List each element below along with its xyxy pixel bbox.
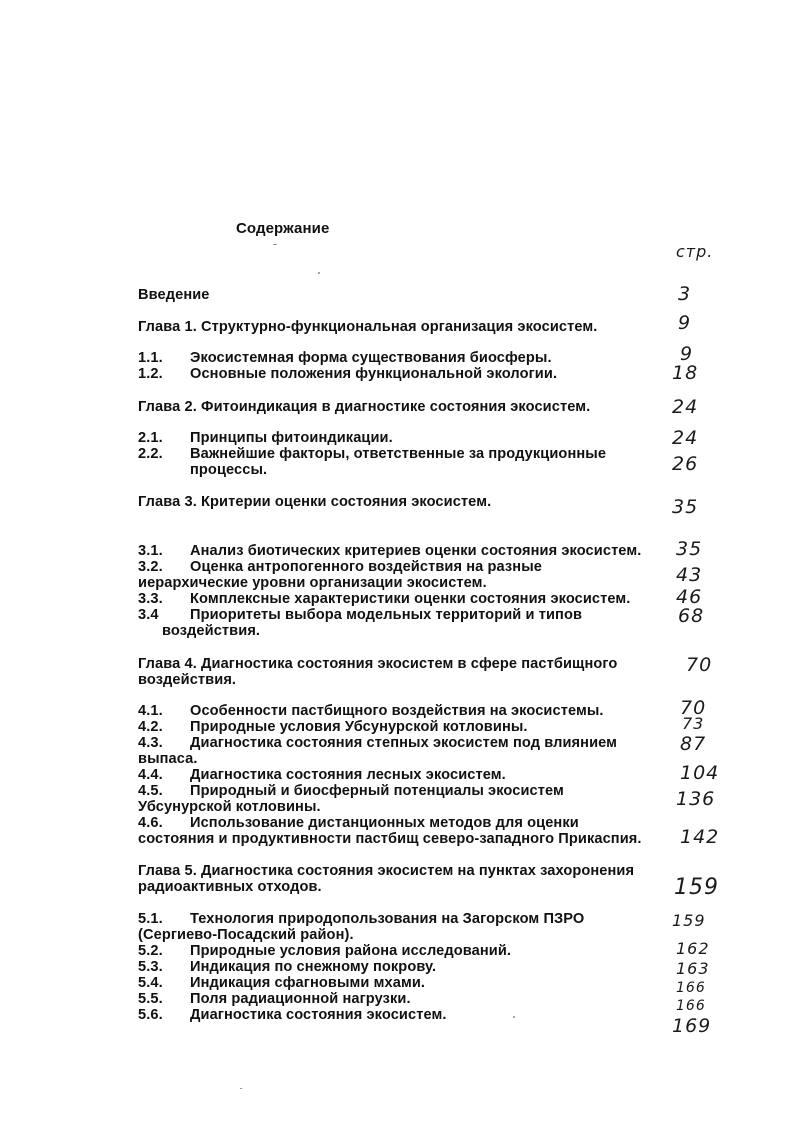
scan-speck (273, 244, 277, 245)
toc-page-chapter-5: 159 (674, 875, 719, 900)
toc-page: 70 (680, 697, 707, 719)
toc-entry (138, 607, 582, 623)
toc-entry-text: Диагностика состояния степных экосистем под влиянием (190, 735, 618, 751)
toc-page: 166 (676, 980, 706, 996)
scan-speck (513, 1016, 515, 1018)
toc-entry-text: Природный и биосферный потенциалы экосистем (190, 783, 564, 799)
toc-entry (138, 543, 641, 559)
toc-entry (138, 767, 506, 783)
toc-entry-text: Важнейшие факторы, ответственные за продукционные (190, 446, 607, 462)
toc-entry-continuation: состояния и продуктивности пастбищ северо-западного Прикаспия. (138, 831, 642, 847)
toc-page: 142 (680, 826, 720, 848)
toc-entry-text: Диагностика состояния лесных экосистем. (190, 767, 506, 783)
toc-entry (138, 783, 564, 799)
toc-entry-number: 5.6. (138, 1007, 163, 1023)
toc-entry-number: 3.4 (138, 607, 159, 623)
toc-entry-text: Оценка антропогенного воздействия на разные (190, 559, 542, 575)
toc-chapter-4-continuation: воздействия. (138, 672, 237, 688)
toc-entry-continuation: (Сергиево-Посадский район). (138, 927, 354, 943)
toc-entry-number: 5.2. (138, 943, 163, 959)
toc-entry (138, 1007, 447, 1023)
toc-entry (138, 959, 436, 975)
scan-speck (240, 1088, 242, 1089)
toc-entry (138, 366, 557, 382)
toc-page: 35 (676, 538, 703, 560)
toc-entry (138, 975, 425, 991)
toc-page: 169 (672, 1015, 712, 1037)
toc-page: 159 (672, 911, 706, 930)
toc-chapter-3: Глава 3. Критерии оценки состояния экосистем. (138, 494, 492, 510)
toc-entry-number: 3.3. (138, 591, 163, 607)
toc-entry-text: Природные условия Убсунурской котловины. (190, 719, 528, 735)
toc-entry (138, 991, 411, 1007)
toc-entry (138, 943, 511, 959)
toc-entry (138, 430, 393, 446)
toc-entry-number: 4.3. (138, 735, 163, 751)
page-column-label: стр. (676, 242, 714, 261)
toc-page: 18 (672, 362, 699, 384)
toc-entry-text: Использование дистанционных методов для оценки (190, 815, 579, 831)
toc-entry-continuation: процессы. (190, 462, 268, 478)
toc-entry-text: Экосистемная форма существования биосферы. (190, 350, 552, 366)
toc-entry-number: 2.2. (138, 446, 163, 462)
toc-page-chapter-2: 24 (672, 396, 699, 418)
toc-entry-continuation: иерархические уровни организации экосистем. (138, 575, 487, 591)
toc-chapter-5: Глава 5. Диагностика состояния экосистем на пунктах захоронения (138, 863, 635, 879)
toc-page: 87 (680, 733, 707, 755)
toc-entry (138, 559, 542, 575)
toc-entry-text: Анализ биотических критериев оценки состояния экосистем. (190, 543, 642, 559)
toc-entry-number: 4.1. (138, 703, 163, 719)
toc-entry-number: 5.5. (138, 991, 163, 1007)
toc-page: 162 (676, 939, 710, 958)
toc-page: 68 (678, 605, 705, 627)
toc-page: 163 (676, 959, 710, 978)
toc-entry-number: 5.1. (138, 911, 163, 927)
toc-page-intro: 3 (678, 283, 692, 305)
toc-page: 9 (680, 343, 694, 365)
toc-entry-number: 4.4. (138, 767, 163, 783)
page-title: Содержание (236, 220, 330, 237)
toc-page-chapter-3: 35 (672, 496, 699, 518)
toc-entry (138, 911, 584, 927)
toc-entry-number: 2.1. (138, 430, 163, 446)
toc-entry (138, 446, 606, 462)
toc-entry-text: Основные положения функциональной экологии. (190, 366, 558, 382)
toc-entry-number: 4.2. (138, 719, 163, 735)
toc-chapter-1: Глава 1. Структурно-функциональная организация экосистем. (138, 319, 598, 335)
toc-page-chapter-4: 70 (686, 654, 713, 676)
toc-entry (138, 703, 604, 719)
toc-chapter-4: Глава 4. Диагностика состояния экосистем в сфере пастбищного (138, 656, 618, 672)
toc-page: 104 (680, 762, 720, 784)
toc-entry-number: 1.2. (138, 366, 163, 382)
toc-page: 43 (676, 564, 703, 586)
toc-entry (138, 735, 617, 751)
toc-entry-text: Особенности пастбищного воздействия на экосистемы. (190, 703, 604, 719)
toc-entry-intro: Введение (138, 287, 210, 303)
toc-chapter-2: Глава 2. Фитоиндикация в диагностике состояния экосистем. (138, 399, 591, 415)
toc-entry-text: Технология природопользования на Загорском ПЗРО (190, 911, 585, 927)
toc-entry-text: Комплексные характеристики оценки состояния экосистем. (190, 591, 631, 607)
toc-entry-text: Поля радиационной нагрузки. (190, 991, 411, 1007)
toc-entry-text: Индикация сфагновыми мхами. (190, 975, 426, 991)
toc-entry-text: Принципы фитоиндикации. (190, 430, 393, 446)
toc-entry-number: 3.2. (138, 559, 163, 575)
toc-entry-text: Индикация по снежному покрову. (190, 959, 437, 975)
toc-entry-continuation: выпаса. (138, 751, 198, 767)
toc-page: 24 (672, 427, 699, 449)
toc-page-chapter-1: 9 (678, 312, 692, 334)
toc-entry-text: Приоритеты выбора модельных территорий и типов (190, 607, 583, 623)
toc-entry (138, 350, 552, 366)
toc-page: 73 (682, 714, 705, 733)
toc-entry-number: 5.3. (138, 959, 163, 975)
toc-entry-number: 4.6. (138, 815, 163, 831)
toc-entry-number: 5.4. (138, 975, 163, 991)
toc-entry-number: 1.1. (138, 350, 163, 366)
toc-entry-text: Природные условия района исследований. (190, 943, 512, 959)
toc-entry (138, 719, 528, 735)
scan-speck (318, 272, 320, 274)
toc-page: 166 (676, 998, 706, 1014)
toc-chapter-5-continuation: радиоактивных отходов. (138, 879, 322, 895)
toc-entry (138, 591, 630, 607)
toc-entry-number: 4.5. (138, 783, 163, 799)
toc-page: 46 (676, 586, 703, 608)
toc-page: 26 (672, 453, 699, 475)
toc-entry-number: 3.1. (138, 543, 163, 559)
toc-entry-continuation: Убсунурской котловины. (138, 799, 321, 815)
toc-entry-continuation: воздействия. (162, 623, 261, 639)
toc-page: 136 (676, 788, 716, 810)
toc-entry-text: Диагностика состояния экосистем. (190, 1007, 447, 1023)
toc-entry (138, 815, 579, 831)
